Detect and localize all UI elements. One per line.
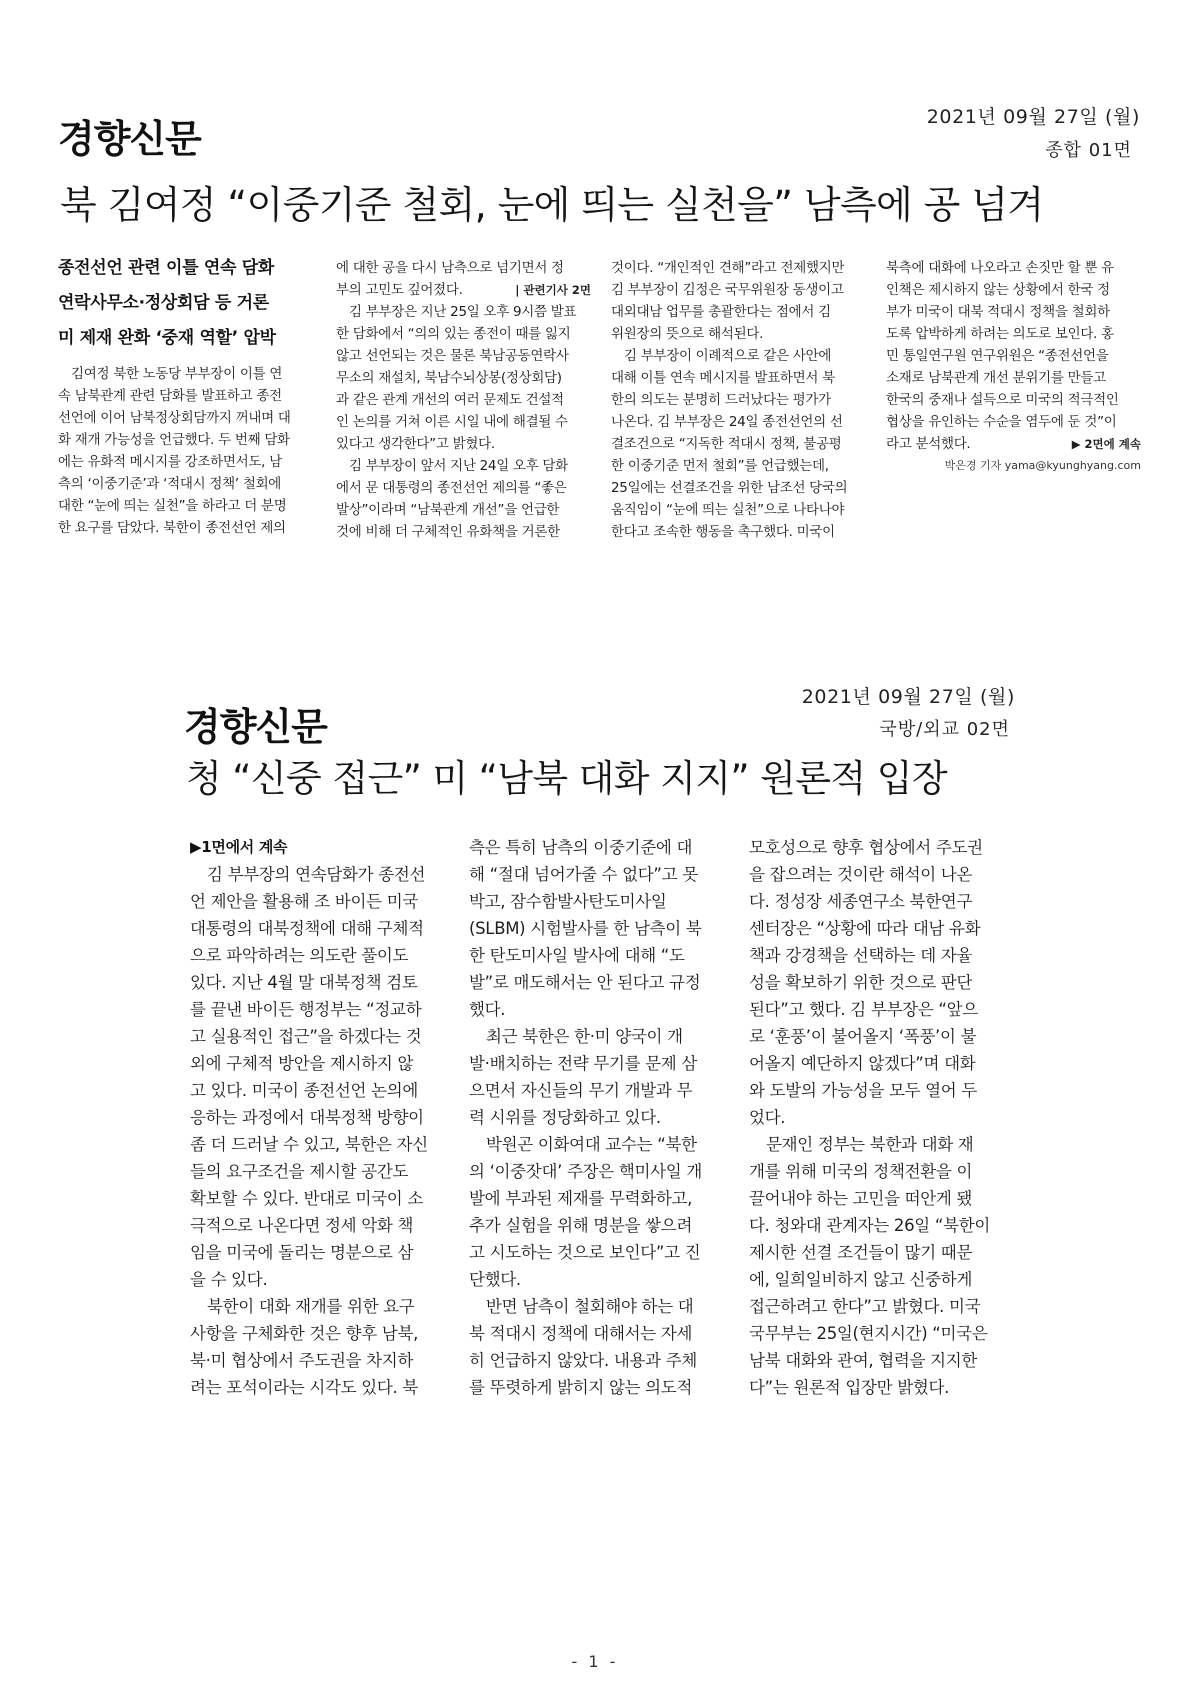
body-line: 대외대남 업무를 총괄한다는 점에서 김	[611, 304, 831, 320]
body-line: 모호성으로 향후 협상에서 주도권	[749, 838, 983, 857]
body-line: 소재로 남북관계 개선 분위기를 만들고	[886, 370, 1106, 386]
body-line: 과 같은 관계 개선의 여러 문제도 건설적	[336, 392, 564, 408]
body-line: 박원곤 이화여대 교수는 “북한	[486, 1135, 697, 1154]
body-line: 대해 이틀 연속 메시지를 발표하면서 북	[611, 370, 835, 386]
body-line: 접근하려고 한다”고 밝혔다. 미국	[749, 1297, 981, 1316]
body-line: 을 잡으려는 것이란 해석이 나온	[749, 865, 973, 884]
body-line: 사항을 구체화한 것은 향후 남북,	[190, 1324, 419, 1343]
body-line: 발”로 매도해서는 안 된다고 규정	[469, 973, 701, 992]
body-line: 인책은 제시하지 않는 상황에서 한국 정	[886, 282, 1110, 298]
body-line: 남북 대화와 관여, 협력을 지지한	[749, 1351, 978, 1370]
body-line: 도록 압박하게 하려는 의도로 보인다. 홍	[886, 326, 1114, 342]
body-line: 움직임이 “눈에 띄는 실천”으로 나타나야	[611, 502, 845, 518]
body-line: 북한이 대화 재개를 위한 요구	[207, 1297, 415, 1316]
body-line: 단했다.	[469, 1270, 521, 1289]
body-line: 발에 부과된 제재를 무력화하고,	[469, 1189, 693, 1208]
subhead: 연락사무소·정상회담 등 거론	[58, 293, 269, 313]
body-line: 대통령의 대북정책에 대해 구체적	[190, 919, 424, 938]
body-line: 었다.	[749, 1108, 786, 1127]
body-line: 선언에 이어 남북정상회담까지 꺼내며 대	[58, 410, 291, 426]
body-line: 끌어내야 하는 고민을 떠안게 됐	[749, 1189, 973, 1208]
text-column-1	[190, 834, 452, 1401]
body-line: 외에 구체적 방안을 제시하지 않	[190, 1054, 414, 1073]
body-line: 발·배치하는 전략 무기를 문제 삼	[469, 1054, 698, 1073]
body-line: 부가 미국이 대북 적대시 정책을 철회하	[886, 304, 1110, 320]
body-line: (SLBM) 시험발사를 한 남측이 북	[469, 919, 702, 938]
body-line: 개를 위해 미국의 정책전환을 이	[749, 1162, 973, 1181]
body-line: 했다.	[469, 1000, 506, 1019]
body-line: 민 통일연구원 연구위원은 “종전선언을	[886, 348, 1109, 364]
body-line: 고 실용적인 접근”을 하겠다는 것	[190, 1027, 422, 1046]
body-line: 화 재개 가능성을 언급했다. 두 번째 담화	[58, 432, 290, 448]
body-line: 다. 청와대 관계자는 26일 “북한이	[749, 1216, 991, 1235]
page-number: - 1 -	[571, 1652, 619, 1671]
article-date: 2021년 09월 27일 (월)	[801, 686, 1015, 708]
body-line: 김 부부장이 이례적으로 같은 사안에	[624, 348, 832, 364]
body-line: 해 “절대 넘어가줄 수 없다”고 못	[469, 865, 698, 884]
body-line: 않고 선언되는 것은 물론 북남공동연락사	[336, 348, 569, 364]
body-line: 최근 북한은 한·미 양국이 개	[486, 1027, 683, 1046]
body-line: 으로 파악하려는 의도란 풀이도	[190, 946, 409, 965]
body-line: 에는 유화적 메시지를 강조하면서도, 남	[58, 454, 282, 470]
body-line: 에서 문 대통령의 종전선언 제의를 “좋은	[336, 480, 567, 496]
continued-on-ref: ▶ 2면에 계속	[1071, 437, 1141, 451]
body-line: 결조건으로 “지독한 적대시 정책, 불공평	[611, 436, 842, 452]
body-line: 국무부는 25일(현지시간) “미국은	[749, 1324, 988, 1343]
body-line: 다”는 원론적 입장만 밝혔다.	[749, 1378, 950, 1397]
body-line: 협상을 유인하는 수순을 염두에 둔 것”이	[886, 414, 1117, 430]
body-line: 좀 더 드러날 수 있고, 북한은 자신	[190, 1135, 428, 1154]
body-line: 고 있다. 미국이 종전선언 논의에	[190, 1081, 419, 1100]
body-line: 책과 강경책을 선택하는 데 자율	[749, 946, 973, 965]
related-article-ref: | 관련기사 2면	[515, 283, 591, 297]
continued-from-ref: ▶1면에서 계속	[190, 838, 288, 856]
body-line: 있다고 생각한다”고 밝혔다.	[336, 436, 495, 452]
text-column-2	[469, 834, 731, 1401]
body-line: 을 수 있다.	[190, 1270, 268, 1289]
body-line: 25일에는 선결조건을 위한 남조선 당국의	[611, 480, 848, 496]
body-line: 으면서 자신들의 무기 개발과 무	[469, 1081, 693, 1100]
newspaper-logo: 경향신문	[184, 704, 327, 749]
body-line: 한 담화에서 “의의 있는 종전이 때를 잃지	[336, 326, 571, 342]
text-column-3	[749, 834, 1011, 1401]
body-line	[886, 433, 1141, 455]
body-line: 있다. 지난 4월 말 대북정책 검토	[190, 973, 418, 992]
article-headline: 청 “신중 접근” 미 “남북 대화 지지” 원론적 입장	[186, 757, 947, 800]
body-line: 측의 ‘이중기준’과 ‘적대시 정책’ 철회에	[58, 476, 282, 492]
body-line: 고 시도하는 것으로 보인다”고 진	[469, 1243, 701, 1262]
body-line: 대한 “눈에 띄는 실천”을 하라고 더 분명	[58, 498, 287, 514]
body-line: 추가 실험을 위해 명분을 쌓으려	[469, 1216, 693, 1235]
body-line: 한 요구를 담았다. 북한이 종전선언 제의	[58, 520, 286, 536]
body-line-text: 라고 분석했다.	[886, 436, 971, 452]
body-line: 확보할 수 있다. 반대로 미국이 소	[190, 1189, 423, 1208]
article-headline: 북 김여정 “이중기준 철회, 눈에 띄는 실천을” 남측에 공 넘겨	[60, 183, 1044, 227]
subheads	[58, 251, 313, 356]
body-line: 한다고 조속한 행동을 촉구했다. 미국이	[611, 524, 835, 540]
body-line: 무소의 재설치, 북남수뇌상봉(정상회담)	[336, 370, 562, 386]
body-line-text: 부의 고민도 깊어졌다.	[336, 282, 463, 298]
body-line: 위원장의 뜻으로 해석된다.	[611, 326, 764, 342]
article-section: 국방/외교 02면	[879, 719, 1010, 740]
body-line: 한국의 중재나 설득으로 미국의 적극적인	[886, 392, 1119, 408]
body-line: 로 ‘훈풍’이 불어올지 ‘폭풍’이 불	[749, 1027, 977, 1046]
body-line: 북측에 대화에 나오라고 손짓만 할 뿐 유	[886, 260, 1114, 276]
body-line: 속 남북관계 관련 담화를 발표하고 종전	[58, 388, 282, 404]
text-column-1	[58, 363, 313, 539]
body-line: 나온다. 김 부부장은 24일 종전선언의 선	[611, 414, 843, 430]
body-line: 김 부부장이 김정은 국무위원장 동생이고	[611, 282, 844, 298]
body-line: 김 부부장의 연속담화가 종전선	[207, 865, 426, 884]
newspaper-logo: 경향신문	[58, 116, 201, 161]
body-line: 것에 비해 더 구체적인 유화책을 거론한	[336, 524, 560, 540]
body-line: 측은 특히 남측의 이중기준에 대	[469, 838, 693, 857]
article-section: 종합 01면	[1045, 140, 1132, 161]
body-line: 언 제안을 활용해 조 바이든 미국	[190, 892, 419, 911]
body-line: 려는 포석이라는 시각도 있다. 북	[190, 1378, 419, 1397]
text-column-3	[611, 257, 866, 543]
body-line: 문재인 정부는 북한과 대화 재	[766, 1135, 974, 1154]
body-line: 한의 의도는 분명히 드러났다는 평가가	[611, 392, 831, 408]
body-line: 한 탄도미사일 발사에 대해 “도	[469, 946, 685, 965]
body-line: 와 도발의 가능성을 모두 열어 두	[749, 1081, 978, 1100]
body-line: 것이다. “개인적인 견해”라고 전제했지만	[611, 260, 845, 276]
article-date: 2021년 09월 27일 (월)	[926, 106, 1140, 128]
body-line: 들의 요구조건을 제시할 공간도	[190, 1162, 409, 1181]
body-line: 북 적대시 정책에 대해서는 자세	[469, 1324, 693, 1343]
body-line: 성을 확보하기 위한 것으로 판단	[749, 973, 973, 992]
body-line: 한 이중기준 먼저 철회”를 언급했는데,	[611, 458, 829, 474]
text-column-4	[886, 257, 1141, 477]
body-line: 반면 남측이 철회해야 하는 대	[486, 1297, 694, 1316]
body-line: 센터장은 “상황에 따라 대남 유화	[749, 919, 981, 938]
body-line: 의 ‘이중잣대’ 주장은 핵미사일 개	[469, 1162, 702, 1181]
body-line: 히 언급하지 않았다. 내용과 주체	[469, 1351, 698, 1370]
subhead: 종전선언 관련 이틀 연속 담화	[58, 258, 274, 278]
body-line: 제시한 선결 조건들이 많기 때문	[749, 1243, 973, 1262]
body-line: 력 시위를 정당화하고 있다.	[469, 1108, 661, 1127]
body-line: 김여정 북한 노동당 부부장이 이틀 연	[71, 366, 283, 382]
subhead: 미 제재 완화 ‘중재 역할’ 압박	[58, 328, 276, 348]
body-line: 에 대한 공을 다시 남측으로 넘기면서 정	[336, 260, 564, 276]
body-line: 김 부부장은 지난 25일 오후 9시쯤 발표	[349, 304, 577, 320]
body-line: 발상”이라며 “남북관계 개선”을 언급한	[336, 502, 560, 518]
body-line: 에, 일희일비하지 않고 신중하게	[749, 1270, 973, 1289]
body-line: 된다”고 했다. 김 부부장은 “앞으	[749, 1000, 978, 1019]
body-line: 임을 미국에 돌리는 명분으로 삼	[190, 1243, 414, 1262]
body-line: 를 끝낸 바이든 행정부는 “정교하	[190, 1000, 422, 1019]
body-line: 북·미 협상에서 주도권을 차지하	[190, 1351, 414, 1370]
body-line	[336, 279, 591, 301]
body-line: 인 논의를 거쳐 이른 시일 내에 해결될 수	[336, 414, 568, 430]
body-line: 어올지 예단하지 않겠다”며 대화	[749, 1054, 976, 1073]
body-line: 를 뚜렷하게 밝히지 않는 의도적	[469, 1378, 693, 1397]
body-line: 응하는 과정에서 대북정책 방향이	[190, 1108, 424, 1127]
body-line: 극적으로 나온다면 정세 악화 책	[190, 1216, 414, 1235]
body-line: 다. 정성장 세종연구소 북한연구	[749, 892, 973, 911]
byline: 박은경 기자 yama@kyunghyang.com	[944, 459, 1141, 472]
text-column-2	[336, 257, 591, 543]
body-line: 김 부부장이 앞서 지난 24일 오후 담화	[349, 458, 568, 474]
body-line: 박고, 잠수함발사탄도미사일	[469, 892, 667, 911]
